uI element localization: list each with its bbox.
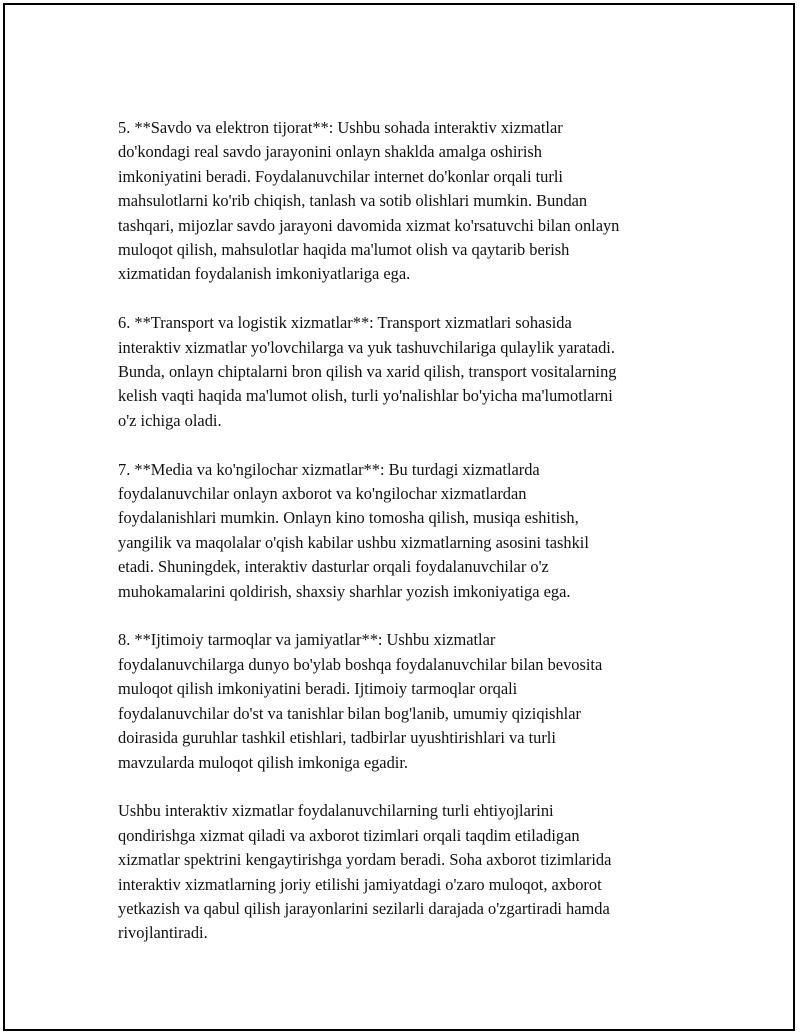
text-line: o'z ichiga oladi.: [118, 410, 222, 430]
paragraph-ijtimoiy-tarmoqlar: [118, 628, 688, 774]
paragraph-media-va-kongilochar: [118, 458, 688, 604]
text-line: yangilik va maqolalar o'qish kabilar ushbu xizmatlarning asosini tashkil: [118, 532, 589, 552]
text-line: yetkazish va qabul qilish jarayonlarini sezilarli darajada o'zgartiradi hamda: [118, 898, 610, 918]
text-line: muloqot qilish imkoniyatini beradi. Ijtimoiy tarmoqlar orqali: [118, 679, 518, 699]
text-line: interaktiv xizmatlar yo'lovchilarga va yuk tashuvchilariga qulaylik yaratadi.: [118, 337, 615, 357]
text-line: 7. **Media va ko'ngilochar xizmatlar**: Bu turdagi xizmatlarda: [118, 459, 540, 479]
paragraph-conclusion: [118, 799, 688, 945]
text-line: xizmatidan foydalanish imkoniyatlariga ega.: [118, 264, 411, 284]
text-line: 6. **Transport va logistik xizmatlar**: Transport xizmatlari sohasida: [118, 313, 572, 333]
text-line: tashqari, mijozlar savdo jarayoni davomida xizmat ko'rsatuvchi bilan onlayn: [118, 215, 620, 235]
text-line: mahsulotlarni ko'rib chiqish, tanlash va sotib olishlari mumkin. Bundan: [118, 191, 588, 211]
text-line: foydalanishlari mumkin. Onlayn kino tomosha qilish, musiqa eshitish,: [118, 508, 579, 528]
text-line: do'kondagi real savdo jarayonini onlayn shaklda amalga oshirish: [118, 142, 542, 162]
text-line: Ushbu interaktiv xizmatlar foydalanuvchilarning turli ehtiyojlarini: [118, 801, 554, 821]
paragraph-transport-va-logistik: [118, 311, 688, 433]
text-line: 8. **Ijtimoiy tarmoqlar va jamiyatlar**: Ushbu xizmatlar: [118, 630, 496, 650]
paragraph-savdo-va-elektron-tijorat: [118, 116, 688, 287]
text-line: rivojlantiradi.: [118, 923, 208, 943]
text-line: kelish vaqti haqida ma'lumot olish, turli yo'nalishlar bo'yicha ma'lumotlarni: [118, 386, 613, 406]
text-line: foydalanuvchilarga dunyo bo'ylab boshqa foydalanuvchilar bilan bevosita: [118, 654, 603, 674]
text-line: muloqot qilish, mahsulotlar haqida ma'lumot olish va qaytarib berish: [118, 240, 570, 260]
text-line: Bunda, onlayn chiptalarni bron qilish va xarid qilish, transport vositalarning: [118, 362, 617, 382]
text-line: foydalanuvchilar onlayn axborot va ko'ngilochar xizmatlardan: [118, 484, 527, 504]
text-line: foydalanuvchilar do'st va tanishlar bilan bog'lanib, umumiy qiziqishlar: [118, 703, 581, 723]
text-line: doirasida guruhlar tashkil etishlari, tadbirlar uyushtirishlari va turli: [118, 728, 556, 748]
text-line: etadi. Shuningdek, interaktiv dasturlar orqali foydalanuvchilar o'z: [118, 557, 549, 577]
text-line: interaktiv xizmatlarning joriy etilishi jamiyatdagi o'zaro muloqot, axborot: [118, 874, 602, 894]
document-body: [118, 116, 688, 970]
text-line: imkoniyatini beradi. Foydalanuvchilar internet do'konlar orqali turli: [118, 166, 563, 186]
text-line: qondirishga xizmat qiladi va axborot tizimlari orqali taqdim etiladigan: [118, 825, 580, 845]
text-line: xizmatlar spektrini kengaytirishga yordam beradi. Soha axborot tizimlarida: [118, 850, 612, 870]
text-line: 5. **Savdo va elektron tijorat**: Ushbu sohada interaktiv xizmatlar: [118, 118, 563, 137]
text-line: muhokamalarini qoldirish, shaxsiy sharhlar yozish imkoniyatiga ega.: [118, 581, 571, 601]
text-line: mavzularda muloqot qilish imkoniga egadir.: [118, 752, 408, 772]
